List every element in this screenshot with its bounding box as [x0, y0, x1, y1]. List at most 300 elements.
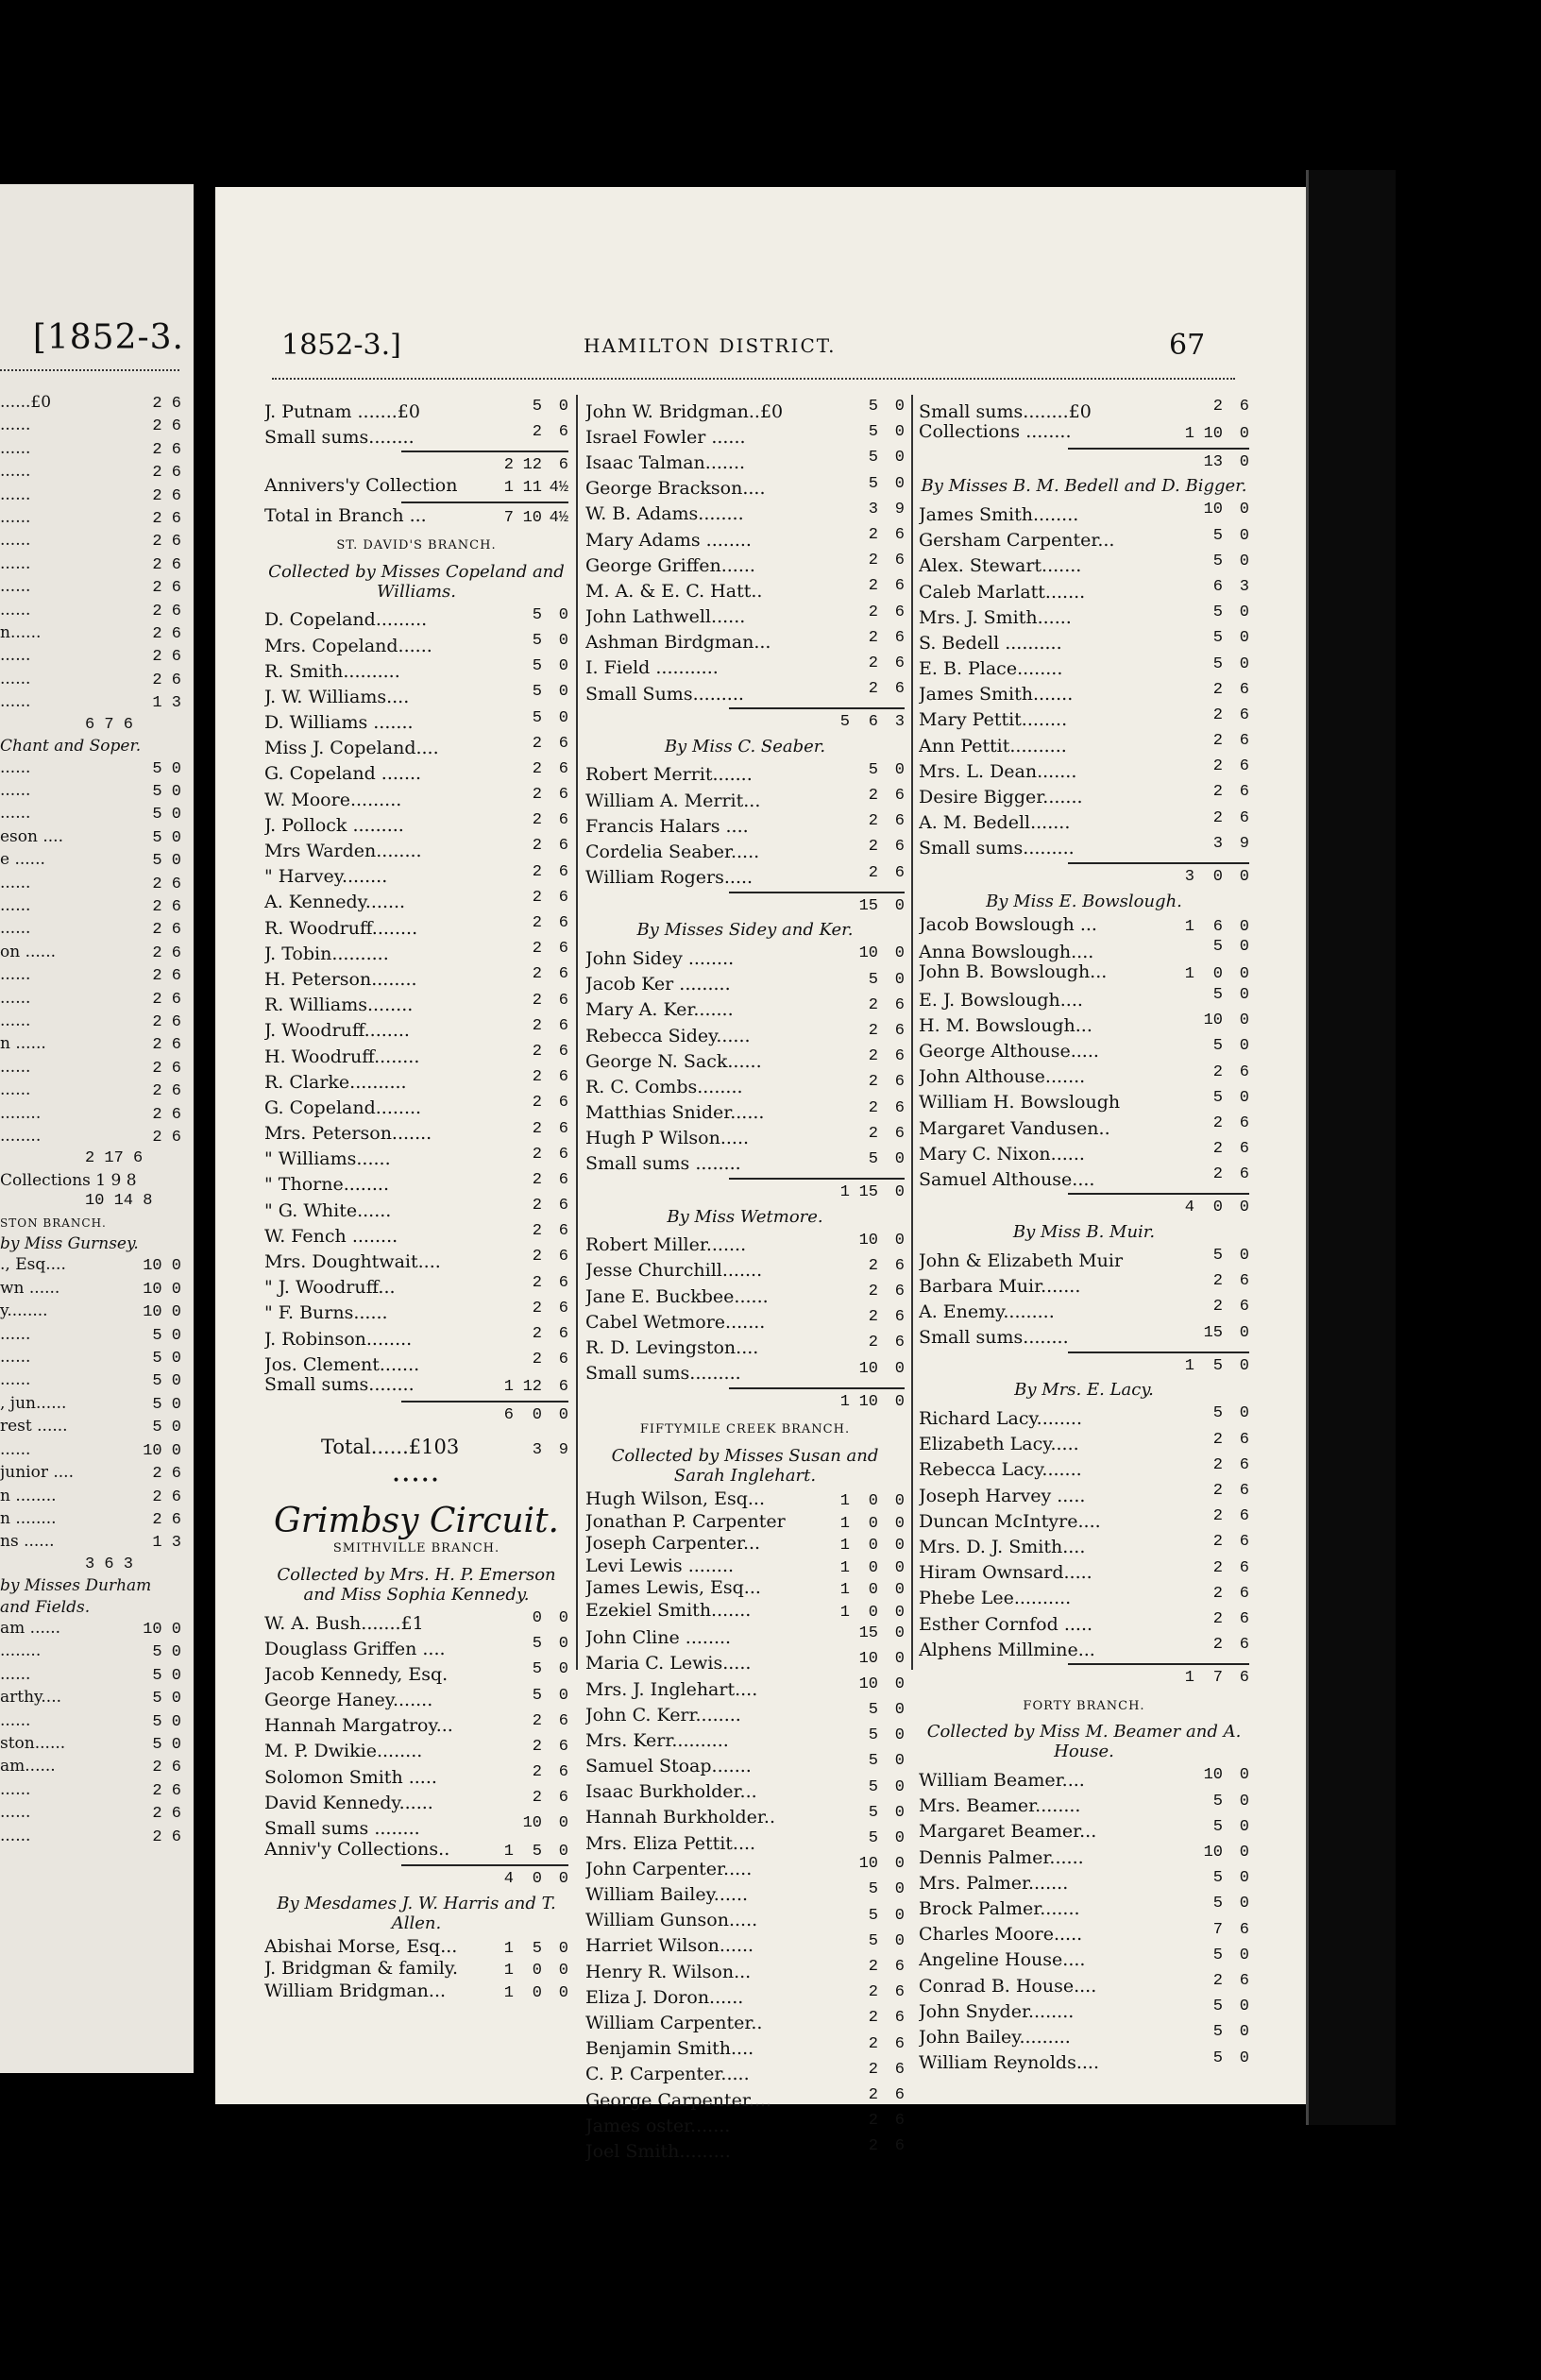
- previous-page-line: 3 6 3: [85, 1555, 134, 1573]
- rule: [401, 1401, 568, 1402]
- amount: 5 0: [1212, 1037, 1249, 1056]
- donor-name: Jane E. Buckbee......: [585, 1286, 769, 1307]
- donor-name: Collections ........: [919, 422, 1072, 443]
- ledger-row: [585, 1854, 905, 1879]
- ledger-row: [264, 1016, 568, 1042]
- bedell-collectors: By Misses B. M. Bedell and D. Bigger.: [921, 476, 1247, 497]
- amount: 5 0: [532, 683, 568, 702]
- amount: 5 0: [868, 449, 905, 468]
- amount: 2 6: [868, 2085, 905, 2104]
- header-rule: [272, 378, 1235, 383]
- ledger-row: [919, 2022, 1249, 2048]
- ledger-row: [585, 1489, 905, 1512]
- smithville-rows: [264, 1608, 568, 1862]
- amount: 10 0: [858, 1855, 905, 1874]
- ledger-row: [585, 422, 905, 448]
- amount: 5 0: [1212, 1946, 1249, 1964]
- previous-page-line: ...... 2 6: [0, 600, 181, 620]
- ledger-row: [585, 1333, 905, 1358]
- amount: 2 6: [868, 787, 905, 806]
- donor-name: S. Bedell ..........: [919, 633, 1062, 654]
- donor-name: Mrs. Eliza Pettit....: [585, 1833, 756, 1854]
- previous-page-fragment: [0, 184, 194, 2073]
- column-3: [919, 397, 1249, 2074]
- amount: 2 6: [868, 1334, 905, 1352]
- ledger-row: [585, 500, 905, 525]
- donor-name: Douglass Griffen ....: [264, 1639, 446, 1659]
- donor-name: Joseph Carpenter...: [585, 1534, 761, 1555]
- ledger-row: [585, 944, 905, 969]
- donor-name: Samuel Stoap.......: [585, 1757, 752, 1777]
- previous-page-line: ........ 2 6: [0, 1103, 181, 1124]
- donor-name: " Williams......: [264, 1149, 391, 1170]
- ledger-row: [585, 397, 905, 422]
- previous-page-line: ...... 2 6: [0, 873, 181, 893]
- amount: 2 6: [532, 1325, 568, 1343]
- amount: 5 0: [1212, 604, 1249, 622]
- previous-page-line: n ...... 2 6: [0, 1034, 181, 1055]
- donor-name: Esther Cornfod .....: [919, 1614, 1093, 1635]
- ledger-row: [264, 1299, 568, 1324]
- ledger-row: [585, 1931, 905, 1957]
- amount: 5 0: [1212, 654, 1249, 673]
- donor-name: Charles Moore.....: [919, 1925, 1083, 1946]
- ledger-row: [585, 2085, 905, 2111]
- amount: 15 0: [1203, 1323, 1249, 1342]
- donor-name: M. A. & E. C. Hatt..: [585, 581, 763, 602]
- previous-page-line: ...... 2 6: [0, 1803, 181, 1824]
- donor-name: Samuel Althouse....: [919, 1169, 1095, 1190]
- amount: 1 0 0: [503, 1962, 568, 1980]
- donor-name: W. A. Bush.......£1: [264, 1613, 424, 1634]
- donor-name: C. P. Carpenter.....: [585, 2065, 750, 2085]
- donor-name: Jacob Bowslough ...: [919, 914, 1097, 935]
- donor-name: J. Woodruff........: [264, 1021, 410, 1042]
- donor-name: " Harvey........: [264, 867, 388, 888]
- ledger-row: [585, 970, 905, 995]
- donor-name: John Bailey.........: [919, 2027, 1071, 2048]
- amount: 2 6: [868, 603, 905, 621]
- previous-page-line: and Fields.: [0, 1597, 91, 1617]
- amount: 2 6: [532, 914, 568, 932]
- bedell-rows: [919, 500, 1249, 859]
- amount: 3 9: [1212, 834, 1249, 853]
- previous-page-line: e ...... 5 0: [0, 850, 181, 871]
- amount: 2 6: [1212, 1430, 1249, 1449]
- ledger-row: [585, 1072, 905, 1097]
- rule: [401, 450, 568, 452]
- ledger-row: [264, 1375, 568, 1398]
- rule: [401, 502, 568, 503]
- donor-name: Small sums ........: [585, 1154, 741, 1175]
- ledger-row: [919, 962, 1249, 985]
- ledger-row: [585, 1256, 905, 1282]
- amount: 2 6: [1212, 1971, 1249, 1990]
- previous-page-line: ...... 5 0: [0, 1324, 181, 1345]
- amount: 2 6: [532, 423, 568, 442]
- amount: 5 0: [1212, 2023, 1249, 2042]
- previous-page-line: n ........ 2 6: [0, 1508, 181, 1529]
- ledger-row: [919, 782, 1249, 808]
- ledger-row: [585, 1957, 905, 1982]
- amount: 2 6: [1212, 757, 1249, 776]
- previous-page-line: ...... 2 6: [0, 1011, 181, 1031]
- donor-name: John C. Kerr........: [585, 1705, 741, 1726]
- ledger-row: [264, 964, 568, 990]
- donor-name: George Griffen......: [585, 555, 755, 576]
- column-2: [585, 397, 905, 2162]
- ledger-row: [919, 1920, 1249, 1946]
- amount: 2 6: [868, 1308, 905, 1327]
- amount: 2 6: [532, 1273, 568, 1292]
- amount: 2 6: [532, 1068, 568, 1087]
- amount: 0 0: [532, 1608, 568, 1627]
- amount: 10 0: [858, 1649, 905, 1668]
- previous-page-line: ...... 2 6: [0, 988, 181, 1009]
- ledger-row: [919, 397, 1249, 422]
- ledger-row: [919, 1114, 1249, 1139]
- ledger-row: [264, 1937, 568, 1960]
- sidey-rows: [585, 944, 905, 1175]
- amount: 2 6: [1212, 1584, 1249, 1603]
- donor-name: Hugh P Wilson.....: [585, 1129, 750, 1149]
- ledger-page: [215, 187, 1306, 2162]
- amount: 2 6: [532, 1094, 568, 1113]
- donor-name: Small sums........: [919, 1328, 1069, 1349]
- ledger-row: [919, 985, 1249, 1011]
- donor-name: G. Copeland .......: [264, 764, 422, 785]
- ledger-row: [585, 1556, 905, 1579]
- amount: 2 6: [868, 1073, 905, 1092]
- amount: 1 5 0: [503, 1939, 568, 1958]
- ledger-row: [919, 1164, 1249, 1190]
- forty-rows: [919, 1765, 1249, 2073]
- ledger-row: [919, 500, 1249, 525]
- donor-name: E. J. Bowslough....: [919, 990, 1083, 1011]
- amount: 2 6: [532, 1119, 568, 1138]
- ledger-row: [919, 654, 1249, 680]
- ledger-row: [264, 1273, 568, 1299]
- donor-name: John Snyder........: [919, 2001, 1075, 2022]
- donor-name: George Brackson....: [585, 479, 766, 500]
- ledger-row: [919, 1036, 1249, 1062]
- donor-name: Mrs. L. Dean.......: [919, 761, 1077, 782]
- amount: 2 6: [1212, 1062, 1249, 1081]
- donor-name: Richard Lacy........: [919, 1409, 1082, 1429]
- amount: 1 10 0: [1184, 425, 1249, 444]
- ledger-row: [585, 1512, 905, 1535]
- page-district-title: HAMILTON DISTRICT.: [584, 334, 837, 357]
- amount: 2 6: [532, 1248, 568, 1266]
- amount: 1 0 0: [839, 1491, 905, 1510]
- amount: 2 6: [868, 1124, 905, 1143]
- amount: 2 6: [532, 1170, 568, 1189]
- previous-page-line: ...... 10 0: [0, 1439, 181, 1460]
- ledger-row: [919, 1430, 1249, 1455]
- amount: 2 6: [868, 1256, 905, 1275]
- ledger-row: [585, 1601, 905, 1624]
- previous-page-line: ........ 2 6: [0, 1127, 181, 1147]
- ledger-row: [585, 760, 905, 786]
- donor-name: Jacob Kennedy, Esq.: [264, 1664, 449, 1685]
- rule: [729, 1387, 905, 1389]
- ledger-row: [585, 1046, 905, 1072]
- donor-name: William Gunson.....: [585, 1911, 758, 1931]
- ledger-row: [585, 628, 905, 654]
- previous-page-line: STON BRANCH.: [0, 1216, 107, 1230]
- ledger-row: [585, 1828, 905, 1854]
- amount: 2 6: [532, 837, 568, 856]
- ledger-row: [264, 1634, 568, 1659]
- fiftymile-rows: [585, 1489, 905, 2163]
- previous-page-line: ...... 2 6: [0, 646, 181, 667]
- ledger-row: [585, 1906, 905, 1931]
- amount: 7 6: [1212, 1920, 1249, 1939]
- previous-page-line: eson .... 5 0: [0, 826, 181, 847]
- donor-name: Duncan McIntyre....: [919, 1511, 1101, 1532]
- ledger-row: [585, 2008, 905, 2033]
- page-header: [215, 329, 1254, 366]
- amount: 5 0: [868, 1777, 905, 1796]
- ledger-row: [264, 913, 568, 939]
- amount: 5 0: [868, 423, 905, 442]
- amount: 5 0: [1212, 629, 1249, 648]
- donor-name: Henry R. Wilson...: [585, 1962, 752, 1982]
- ledger-row: [919, 1455, 1249, 1481]
- ledger-row: [264, 734, 568, 759]
- donor-name: Mary A. Ker.......: [585, 1000, 734, 1021]
- previous-page-line: ...... 2 6: [0, 895, 181, 916]
- amount: 2 6: [532, 862, 568, 881]
- col3-top-total: 13 0: [1203, 452, 1249, 471]
- ledger-row: [585, 1777, 905, 1803]
- amount: 5 0: [868, 1931, 905, 1950]
- wetmore-total: 1 10 0: [839, 1392, 905, 1411]
- donor-name: " G. White......: [264, 1200, 392, 1221]
- ledger-row: [919, 603, 1249, 628]
- ledger-row: [264, 1959, 568, 1981]
- amount: 6 3: [1212, 577, 1249, 596]
- amount: 1 0 0: [839, 1603, 905, 1622]
- donor-name: Jonathan P. Carpenter: [585, 1511, 786, 1532]
- amount: 2 6: [1212, 1507, 1249, 1526]
- ledger-row: [919, 731, 1249, 756]
- previous-page-line: ...... 2 6: [0, 531, 181, 552]
- amount: 5 0: [1212, 1895, 1249, 1913]
- book-spine: [1306, 170, 1396, 2125]
- donor-name: Alex. Stewart.......: [919, 556, 1082, 577]
- ledger-row: [919, 808, 1249, 834]
- previous-page-line: rest ...... 5 0: [0, 1417, 181, 1437]
- donor-name: John B. Bowslough...: [919, 962, 1108, 983]
- donor-name: J. W. Williams....: [264, 687, 410, 707]
- previous-page-line: wn ...... 10 0: [0, 1278, 181, 1299]
- amount: 1 0 0: [839, 1558, 905, 1577]
- ledger-row: [264, 1981, 568, 2004]
- donor-name: Levi Lewis ........: [585, 1556, 735, 1576]
- donor-name: Robert Miller.......: [585, 1235, 747, 1256]
- donor-name: Ashman Birdgman...: [585, 633, 771, 654]
- ledger-row: [585, 603, 905, 628]
- donor-name: William Carpenter..: [585, 2013, 763, 2033]
- amount: 1 5 0: [503, 1842, 568, 1861]
- amount: 2 6: [1212, 680, 1249, 699]
- previous-page-line: ...... 2 6: [0, 1080, 181, 1101]
- amount: 2 6: [868, 995, 905, 1014]
- donor-name: R. Woodruff........: [264, 918, 418, 939]
- donor-name: Small sums ........: [264, 1819, 420, 1840]
- rule: [1068, 1663, 1250, 1665]
- ledger-row: [585, 863, 905, 889]
- amount: 5 0: [1212, 1817, 1249, 1836]
- lacy-rows: [919, 1403, 1249, 1660]
- donor-name: Mrs. D. J. Smith....: [919, 1537, 1086, 1557]
- ledger-row: [585, 1982, 905, 2008]
- donor-name: Rebecca Sidey......: [585, 1026, 751, 1046]
- amount: 5 0: [1212, 2048, 1249, 2067]
- donor-name: Mrs. Doughtwait....: [264, 1252, 441, 1273]
- donor-name: Alphens Millmine...: [919, 1640, 1095, 1660]
- ledger-row: [264, 1247, 568, 1272]
- donor-name: J. Putnam .......£0: [264, 401, 420, 422]
- ledger-row: [585, 576, 905, 602]
- ledger-row: [919, 526, 1249, 552]
- amount: 2 6: [1212, 732, 1249, 751]
- ledger-row: [585, 1098, 905, 1124]
- amount: 2 6: [868, 525, 905, 544]
- previous-page-line: ...... 2 6: [0, 438, 181, 459]
- ledger-row: [585, 525, 905, 551]
- donor-name: Gersham Carpenter...: [919, 531, 1115, 552]
- amount: 2 6: [1212, 1140, 1249, 1159]
- amount: 5 0: [1212, 552, 1249, 570]
- anniversary-collection: Annivers'y Collection 1 11 4½: [264, 475, 568, 497]
- seaber-total: 15 0: [858, 896, 905, 915]
- donor-name: I. Field ...........: [585, 658, 719, 679]
- amount: 1 6 0: [1184, 917, 1249, 936]
- previous-page-line: ...... 1 3: [0, 692, 181, 713]
- previous-page-line: ........ 5 0: [0, 1641, 181, 1662]
- previous-page-line: Chant and Soper.: [0, 737, 142, 756]
- donor-name: Margaret Beamer...: [919, 1822, 1097, 1843]
- ledger-row: [264, 631, 568, 656]
- amount: 2 6: [532, 991, 568, 1010]
- amount: 2 6: [1212, 1165, 1249, 1184]
- previous-page-line: ns ...... 1 3: [0, 1532, 181, 1553]
- amount: 10 0: [1203, 1766, 1249, 1785]
- amount: 2 6: [868, 1098, 905, 1117]
- ledger-row: [264, 810, 568, 836]
- donor-name: John Cline ........: [585, 1628, 732, 1649]
- donor-name: Margaret Vandusen..: [919, 1118, 1110, 1139]
- rule: [1068, 1193, 1250, 1195]
- page-number: 67: [1169, 329, 1206, 362]
- ledger-row: [585, 1578, 905, 1601]
- ledger-row: [919, 2048, 1249, 2074]
- donor-name: Harriet Wilson......: [585, 1936, 754, 1957]
- ledger-row: [264, 1324, 568, 1350]
- ledger-row: [919, 937, 1249, 962]
- amount: 1 0 0: [839, 1514, 905, 1533]
- donor-name: H. Peterson........: [264, 969, 417, 990]
- fiftymile-collectors: Collected by Misses Susan and Sarah Inglehart.: [611, 1445, 879, 1486]
- ledger-row: [264, 1145, 568, 1170]
- previous-page-line: ...... 2 6: [0, 669, 181, 689]
- forty-branch-heading: FORTY BRANCH.: [1023, 1698, 1145, 1713]
- harris-collectors: By Mesdames J. W. Harris and T. Allen.: [277, 1893, 556, 1933]
- donor-name: W. Fench ........: [264, 1226, 398, 1247]
- rule: [729, 1178, 905, 1180]
- ledger-row: [919, 1997, 1249, 2022]
- amount: 5 0: [1212, 1088, 1249, 1107]
- amount: 10 0: [1203, 1012, 1249, 1030]
- donor-name: " Thorne........: [264, 1175, 390, 1196]
- ledger-row: [264, 656, 568, 682]
- amount: 2 6: [1212, 1272, 1249, 1291]
- amount: 2 6: [532, 759, 568, 778]
- ledger-row: [585, 1803, 905, 1828]
- ledger-row: [919, 1609, 1249, 1635]
- amount: 2 6: [1212, 398, 1249, 416]
- total-in-branch: Total in Branch ... 7 10 4½: [264, 505, 568, 527]
- donor-name: J. Tobin..........: [264, 944, 389, 964]
- muir-total: 1 5 0: [1184, 1356, 1249, 1375]
- amount: 1 0 0: [839, 1537, 905, 1556]
- sidey-collectors: By Misses Sidey and Ker.: [636, 920, 854, 941]
- donor-name: R. Clarke..........: [264, 1072, 407, 1093]
- ledger-row: [585, 837, 905, 862]
- amount: 10 0: [858, 944, 905, 963]
- amount: 2 6: [868, 2060, 905, 2079]
- donor-name: M. P. Dwikie........: [264, 1742, 423, 1762]
- ledger-row: [919, 1868, 1249, 1894]
- donor-name: Mary Adams ........: [585, 530, 752, 551]
- previous-page-line: ...... 2 6: [0, 553, 181, 574]
- donor-name: Small sums.........: [585, 1364, 741, 1385]
- ledger-row: [264, 1737, 568, 1762]
- previous-page-line: by Misses Durham: [0, 1576, 152, 1596]
- ledger-row: [264, 1042, 568, 1067]
- amount: 2 6: [868, 1283, 905, 1301]
- previous-page-line: ...... 2 6: [0, 577, 181, 598]
- amount: 5 0: [1212, 1998, 1249, 2016]
- amount: 2 6: [868, 2009, 905, 2028]
- ledger-row: [585, 811, 905, 837]
- column-divider-1: [576, 395, 578, 1670]
- donor-name: R. C. Combs........: [585, 1077, 743, 1097]
- donor-name: A. Kennedy.......: [264, 892, 406, 913]
- amount: 5 0: [868, 1701, 905, 1720]
- ledger-row: [264, 836, 568, 861]
- donor-name: E. B. Place........: [919, 659, 1063, 680]
- previous-page-line: ., Esq.... 10 0: [0, 1255, 181, 1276]
- donor-name: G. Copeland........: [264, 1097, 422, 1118]
- amount: 2 6: [1212, 1609, 1249, 1628]
- bedell-total: 3 0 0: [1184, 868, 1249, 886]
- muir-rows: [919, 1246, 1249, 1349]
- previous-page-line: ...... 2 6: [0, 416, 181, 436]
- ledger-row: [919, 1139, 1249, 1164]
- donor-name: Mary Pettit........: [919, 710, 1068, 731]
- ledger-row: [264, 1608, 568, 1634]
- ledger-row: [264, 1762, 568, 1788]
- ledger-row: [919, 1765, 1249, 1791]
- ledger-row: [919, 577, 1249, 603]
- donor-name: Joel Smith.........: [585, 2141, 731, 2162]
- amount: 5 0: [532, 657, 568, 676]
- amount: 5 0: [868, 1752, 905, 1771]
- amount: 5 0: [532, 605, 568, 624]
